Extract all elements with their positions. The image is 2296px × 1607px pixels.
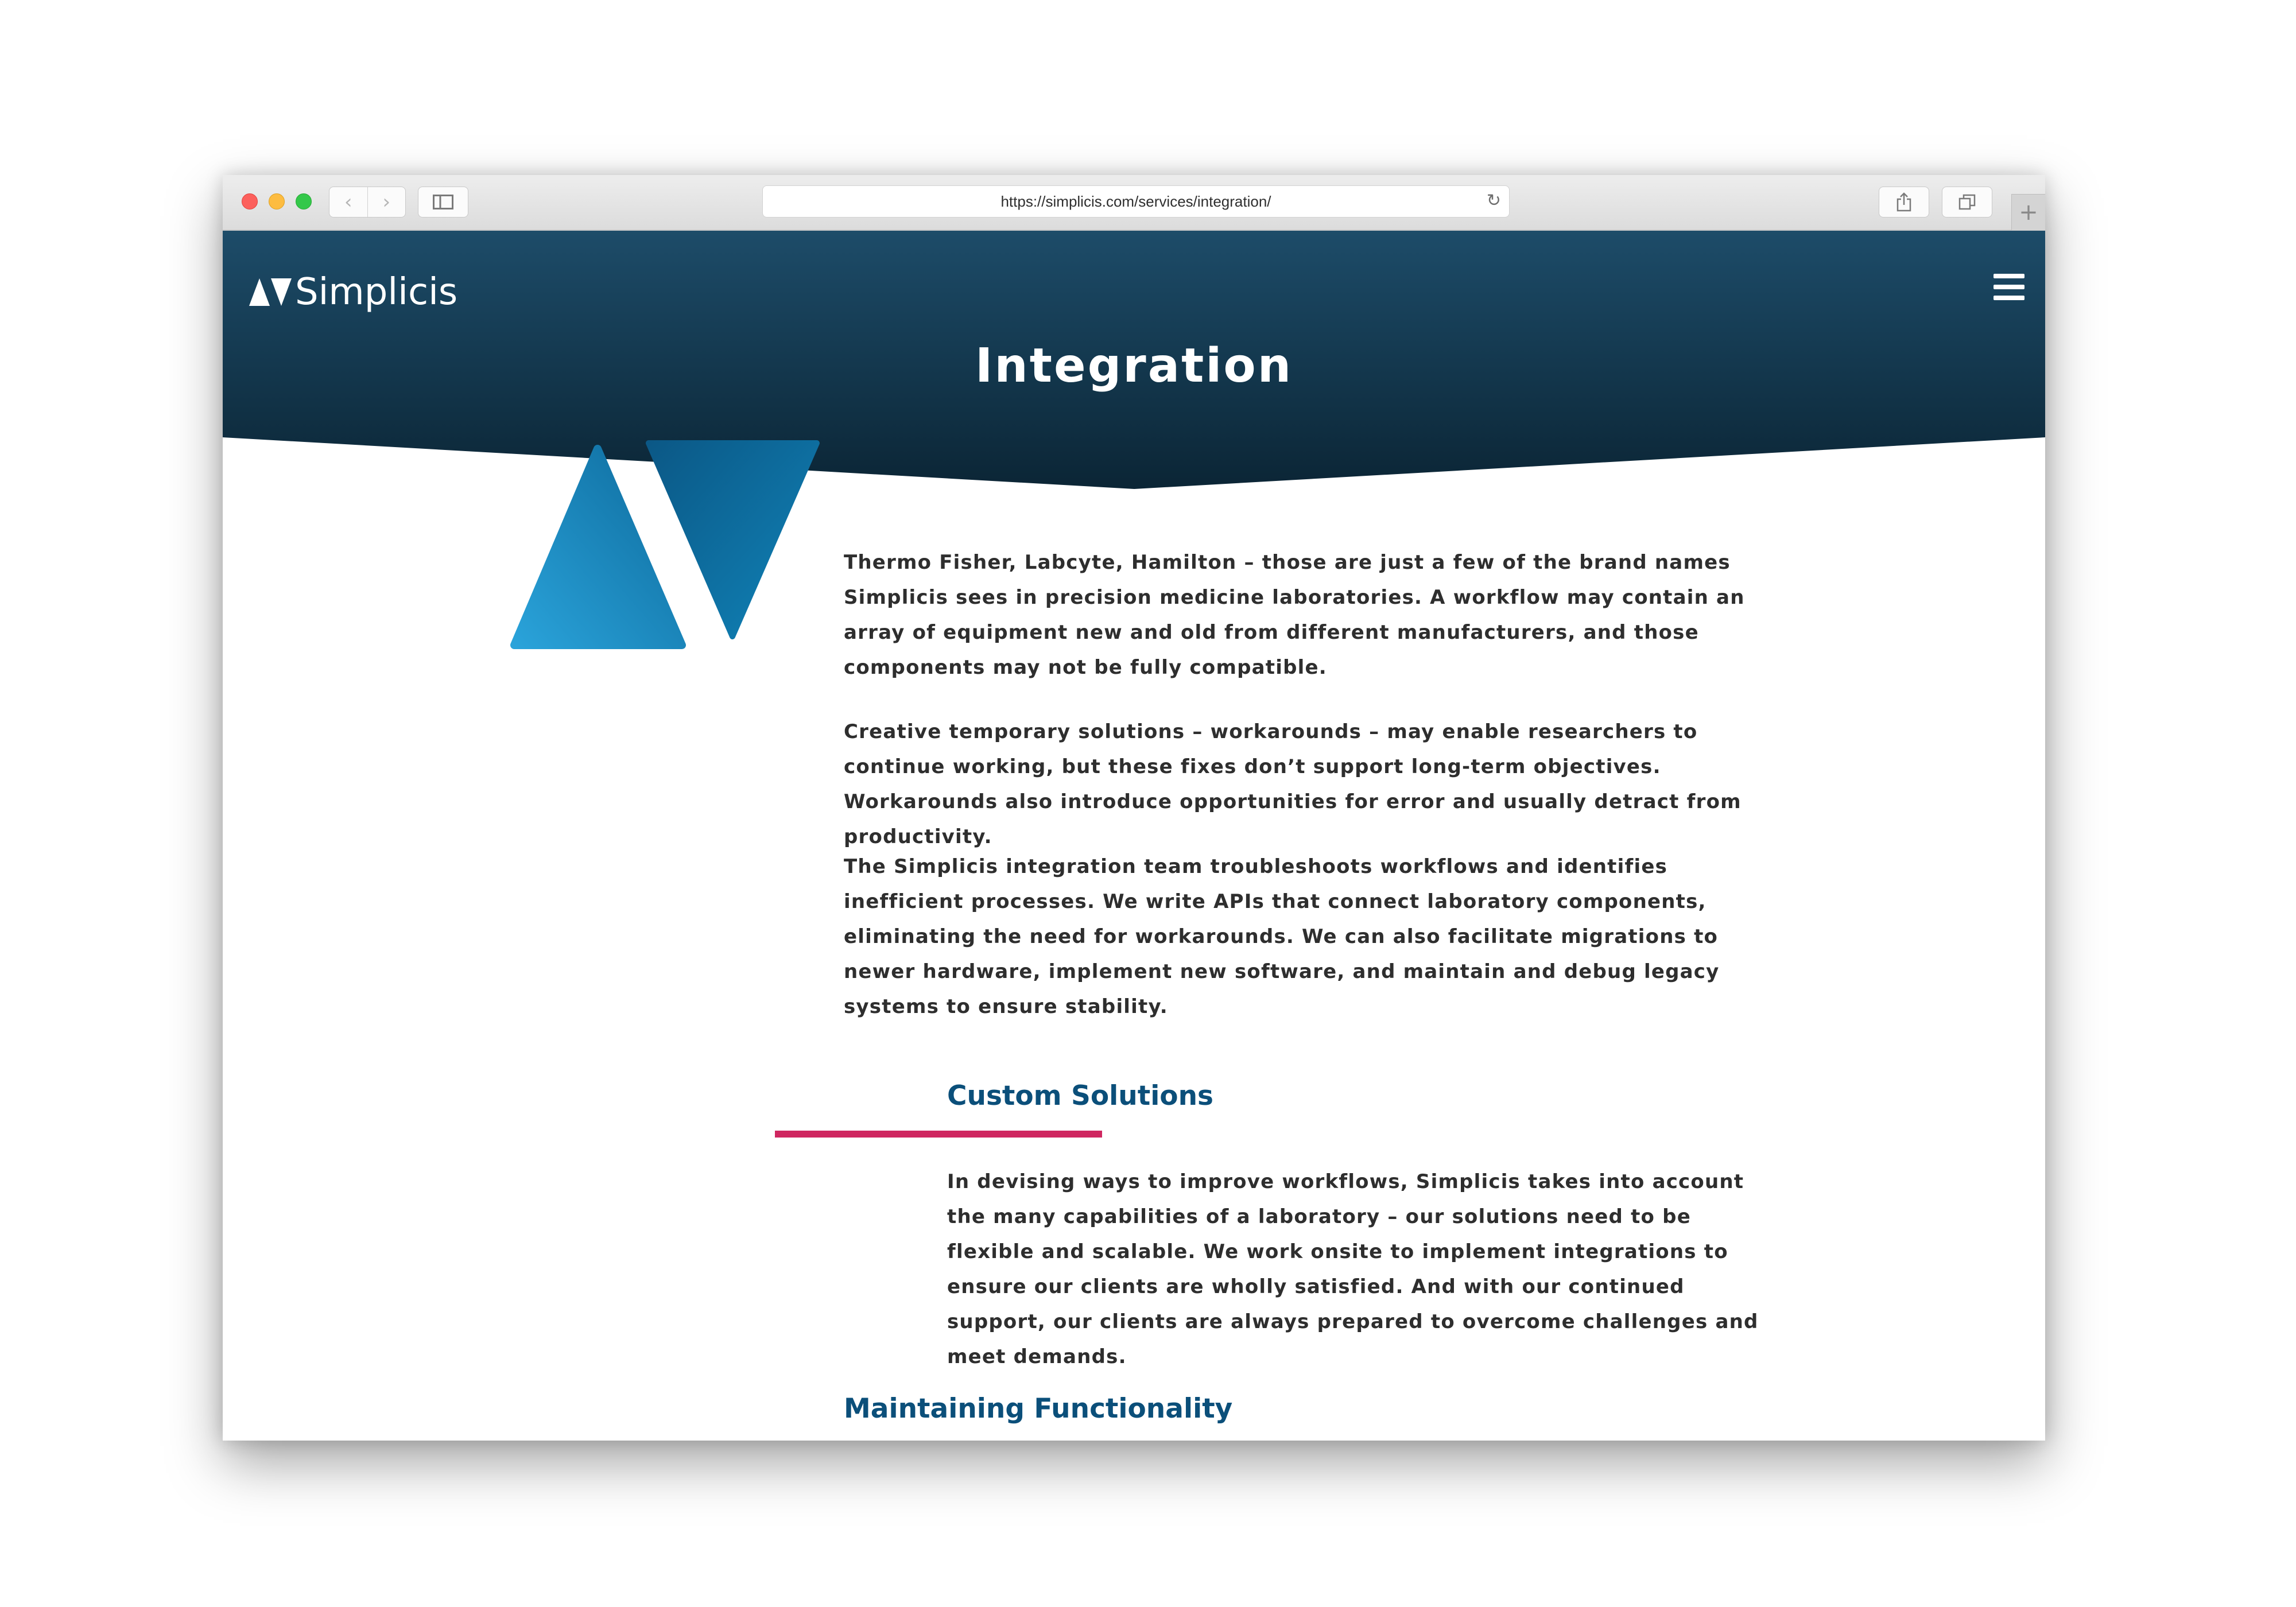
close-window-button[interactable]	[242, 193, 258, 209]
tabs-overview-button[interactable]	[1942, 187, 1992, 218]
url-text: https://simplicis.com/services/integration/	[1000, 192, 1271, 210]
chevron-right-icon[interactable]: ›	[382, 191, 391, 214]
plus-icon: +	[2019, 199, 2038, 226]
sidebar-icon	[433, 195, 453, 209]
new-tab-button[interactable]	[2011, 194, 2045, 230]
maintaining-functionality-heading: Maintaining Functionality	[844, 1393, 1233, 1424]
zoom-window-button[interactable]	[296, 193, 312, 209]
tabs-icon	[1958, 194, 1976, 210]
web-page	[223, 231, 2045, 1441]
heading-accent-underline	[775, 1131, 1102, 1138]
workarounds-paragraph: Creative temporary solutions – workarounds – may enable researchers to continue working, but these fixes don’t support long-term objectives. Workarounds also introduce opportunities for error and usually detract from productivity.	[844, 720, 1742, 848]
minimize-window-button[interactable]	[269, 193, 285, 209]
intro-paragraph: Thermo Fisher, Labcyte, Hamilton – those are just a few of the brand names Simplicis sees in precision medicine laboratories. A workflow may contain an array of equipment new and old from different manufacturers, and those components may not be fully compatible.	[844, 551, 1745, 679]
decorative-triangles-logo	[510, 438, 831, 651]
integration-team-paragraph: The Simplicis integration team troubleshoots workflows and identifies inefficient processes. We write APIs that connect laboratory components, eliminating the need for workarounds. We can also facilitate migrations to newer hardware, implement new software, and maintain and debug legacy systems to ensure stability.	[844, 855, 1720, 1018]
page-title: Integration	[975, 339, 1293, 393]
share-button[interactable]	[1879, 187, 1929, 218]
browser-window	[223, 175, 2045, 1441]
custom-solutions-heading: Custom Solutions	[947, 1080, 1214, 1112]
sidebar-toggle-button[interactable]	[418, 187, 468, 218]
reload-icon[interactable]: ↻	[1486, 191, 1501, 210]
hamburger-menu-icon[interactable]	[1994, 274, 2024, 300]
browser-toolbar	[223, 175, 2045, 231]
custom-solutions-paragraph: In devising ways to improve workflows, Simplicis takes into account the many capabilities of a laboratory – our solutions need to be flexible and scalable. We work onsite to implement integrations to ensure our clients are wholly satisfied. And with our continued support, our clients are always prepared to overcome challenges and meet demands.	[947, 1170, 1759, 1368]
brand-name: Simplicis	[295, 271, 458, 313]
brand-logo[interactable]	[249, 271, 457, 313]
history-nav	[329, 187, 406, 218]
share-icon	[1896, 192, 1912, 212]
address-bar[interactable]	[762, 185, 1510, 218]
simplicis-logo-icon	[249, 277, 292, 307]
chevron-left-icon[interactable]: ‹	[329, 187, 368, 217]
